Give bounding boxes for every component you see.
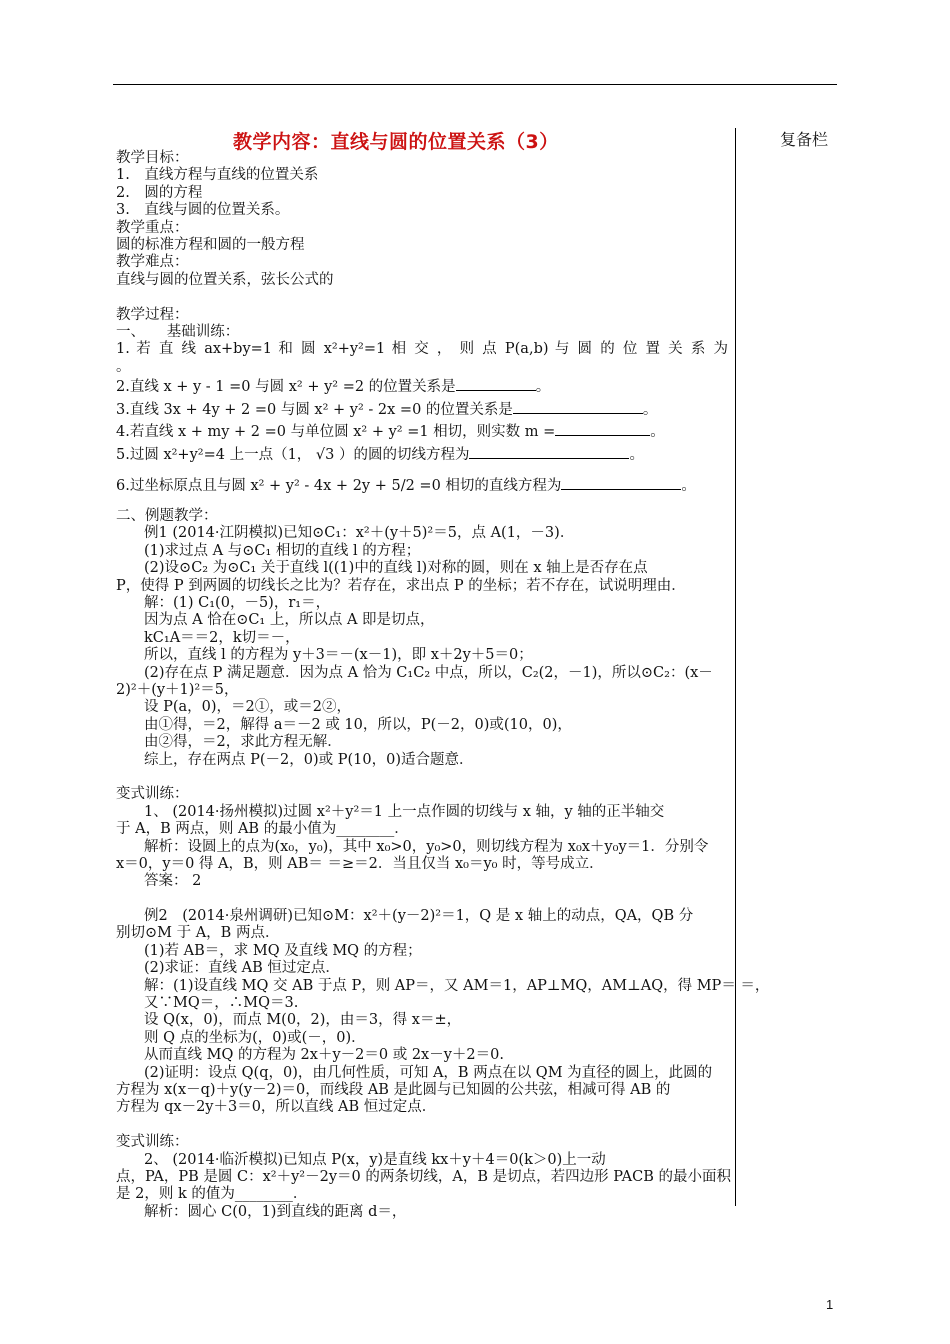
text-line: (2)存在点 P 满足题意．因为点 A 恰为 C₁C₂ 中点，所以，C₂(2，－1)，所以⊙C₂：(x－ xyxy=(144,664,713,681)
text-line: 又∵MQ＝，∴MQ＝3. xyxy=(144,995,299,1012)
text-line: 由②得，＝2，求此方程无解． xyxy=(144,734,342,751)
exercise-2-text: 2.直线 x + y - 1 =0 与圆 x² + y² =2 的位置关系是 xyxy=(116,379,456,396)
exercise-6: 6.过坐标原点且与圆 x² + y² - 4x + 2y + 5/2 =0 相切的直线方程为 。 xyxy=(116,472,728,500)
section-heading: 变式训练： xyxy=(116,786,189,803)
text-line: 由①得，＝2，解得 a＝－2 或 10，所以，P(－2，0)或(10，0)， xyxy=(144,716,572,733)
text-line: 1、 (2014·扬州模拟)过圆 x²＋y²＝1 上一点作圆的切线与 x 轴，y 轴的正半轴交 xyxy=(144,803,665,820)
text-line: (1)求过点 A 与⊙C₁ 相切的直线 l 的方程； xyxy=(144,542,421,559)
blank-line xyxy=(116,769,728,786)
exercise-5: 5.过圆 x²+y²=4 上一点（1， √3 ）的圆的切线方程为 。 xyxy=(116,444,728,467)
text-line: 1. 直线方程与直线的位置关系 xyxy=(116,167,319,184)
side-column-title: 复备栏 xyxy=(780,130,829,149)
exercise-2: 2.直线 x + y - 1 =0 与圆 x² + y² =2 的位置关系是 。 xyxy=(116,376,728,399)
answer-blank[interactable] xyxy=(513,399,643,414)
exercise-1: 1. 若 直 线 ax+by=1 和 圆 x²+y²=1 相 交 ， 则 点 P(a,b) 与 圆 的 位 置 关 系 为 xyxy=(116,341,728,358)
exercise-3: 3.直线 3x + 4y + 2 =0 与圆 x² + y² - 2x =0 的位置关系是 。 xyxy=(116,399,728,422)
text-line: 解：(1)设直线 MQ 交 AB 于点 P，则 AP＝，又 AM＝1，AP⊥MQ，AM⊥AQ，得 MP＝ ＝， xyxy=(144,977,770,994)
text-line: 教学目标： xyxy=(116,150,189,166)
text-line: 2. 圆的方程 xyxy=(116,184,203,201)
exercise-3-text: 3.直线 3x + 4y + 2 =0 与圆 x² + y² - 2x =0 的位置关系是 xyxy=(116,401,513,418)
text-line: P，使得 P 到两圆的切线长之比为？若存在，求出点 P 的坐标；若不存在，试说明理由． xyxy=(116,577,686,594)
text-line: 则 Q 点的坐标为(，0)或(－，0)． xyxy=(144,1029,366,1046)
text-line: 3. 直线与圆的位置关系。 xyxy=(116,202,290,219)
document-body xyxy=(116,150,770,1221)
header-rule xyxy=(113,84,837,85)
text-line: 例2 (2014·泉州调研)已知⊙M：x²＋(y－2)²＝1，Q 是 x 轴上的动点，QA，QB 分 xyxy=(144,908,694,925)
exercise-6-text: 6.过坐标原点且与圆 x² + y² - 4x + 2y + 5/2 =0 相切的直线方程为 xyxy=(116,478,562,495)
blank-line xyxy=(116,289,728,306)
text-line: (1)若 AB＝，求 MQ 及直线 MQ 的方程； xyxy=(144,942,422,959)
answer-blank[interactable] xyxy=(469,444,629,459)
exercise-4-text: 4.若直线 x + my + 2 =0 与单位圆 x² + y² =1 相切，则实数 m = xyxy=(116,424,556,441)
text-line: 解析：圆心 C(0，1)到直线的距离 d＝， xyxy=(144,1203,407,1220)
section-heading: 二、例题教学： xyxy=(116,508,218,525)
text-line: 一、 基础训练： xyxy=(116,323,240,340)
text-line: kC₁A＝＝2，k切＝－， xyxy=(144,629,300,646)
text-line: (2)证明：设点 Q(q，0)，由几何性质，可知 A，B 两点在以 QM 为直径的圆上，此圆的 xyxy=(144,1064,713,1081)
text-line: (2)求证：直线 AB 恒过定点． xyxy=(144,960,340,977)
text-line: 解：(1) C₁(0，－5)，r₁＝， xyxy=(144,595,331,612)
text-line: 方程为 x(x－q)＋y(y－2)＝0，而线段 AB 是此圆与已知圆的公共弦，相减可得 AB 的 xyxy=(116,1081,671,1098)
text-line: 答案： 2 xyxy=(144,873,202,890)
blank-line xyxy=(116,1117,728,1134)
exercise-4: 4.若直线 x + my + 2 =0 与单位圆 x² + y² =1 相切，则实数 m = 。 xyxy=(116,421,728,444)
page-number: 1 xyxy=(826,1297,834,1312)
text-line: 综上，存在两点 P(－2，0)或 P(10，0)适合题意． xyxy=(144,751,474,768)
text-line: 设 P(a，0)，＝2①，或＝2②， xyxy=(144,699,351,716)
text-line: 因为点 A 恰在⊙C₁ 上，所以点 A 即是切点， xyxy=(144,612,435,629)
text-line: 圆的标准方程和圆的一般方程 xyxy=(116,236,305,253)
text-line: 解析：设圆上的点为(x₀，y₀)，其中 x₀>0，y₀>0，则切线方程为 x₀x＋y₀y＝1．分别令 xyxy=(144,838,709,855)
section-heading: 变式训练： xyxy=(116,1134,189,1151)
text-line: 教学难点： xyxy=(116,254,189,271)
text-line: 点，PA，PB 是圆 C：x²＋y²－2y＝0 的两条切线，A，B 是切点，若四边形 PACB 的最小面积 xyxy=(116,1168,731,1185)
text-line: 例1 (2014·江阴模拟)已知⊙C₁：x²＋(y＋5)²＝5，点 A(1，－3)． xyxy=(144,525,575,542)
text-line: 是 2，则 k 的值为________． xyxy=(116,1186,308,1203)
blank-line xyxy=(116,891,728,908)
text-line: 教学重点： xyxy=(116,219,189,236)
text-line: 2)²＋(y＋1)²＝5， xyxy=(116,681,239,698)
text-line: 直线与圆的位置关系，弦长公式的 xyxy=(116,271,334,288)
text-line: 所以，直线 l 的方程为 y＋3＝－(x－1)，即 x＋2y＋5＝0； xyxy=(144,647,533,664)
text-line: 教学过程： xyxy=(116,306,189,323)
text-line: 设 Q(x，0)，而点 M(0，2)，由＝3，得 x＝±， xyxy=(144,1012,462,1029)
answer-blank[interactable] xyxy=(456,376,536,391)
text-line: x＝0，y＝0 得 A，B，则 AB＝ ＝≥＝2．当且仅当 x₀＝y₀ 时，等号成立． xyxy=(116,855,604,872)
text-line: 于 A，B 两点，则 AB 的最小值为________． xyxy=(116,821,409,838)
text-line: 2、 (2014·临沂模拟)已知点 P(x，y)是直线 kx＋y＋4＝0(k＞0)上一动 xyxy=(144,1151,606,1168)
text-line: 别切⊙M 于 A，B 两点． xyxy=(116,925,280,942)
page-title: 教学内容：直线与圆的位置关系（3） xyxy=(233,131,559,153)
margin-divider xyxy=(735,128,736,1206)
text-line: 。 xyxy=(116,358,131,375)
text-line: (2)设⊙C₂ 为⊙C₁ 关于直线 l((1)中的直线 l)对称的圆，则在 x 轴上是否存在点 xyxy=(144,560,648,577)
answer-blank[interactable] xyxy=(555,421,650,436)
exercise-5-text: 5.过圆 x²+y²=4 上一点（1， √3 ）的圆的切线方程为 xyxy=(116,446,470,463)
text-line: 从而直线 MQ 的方程为 2x＋y－2＝0 或 2x－y＋2＝0. xyxy=(144,1047,504,1064)
answer-blank[interactable] xyxy=(561,475,681,490)
text-line: 方程为 qx－2y＋3＝0，所以直线 AB 恒过定点． xyxy=(116,1099,437,1116)
